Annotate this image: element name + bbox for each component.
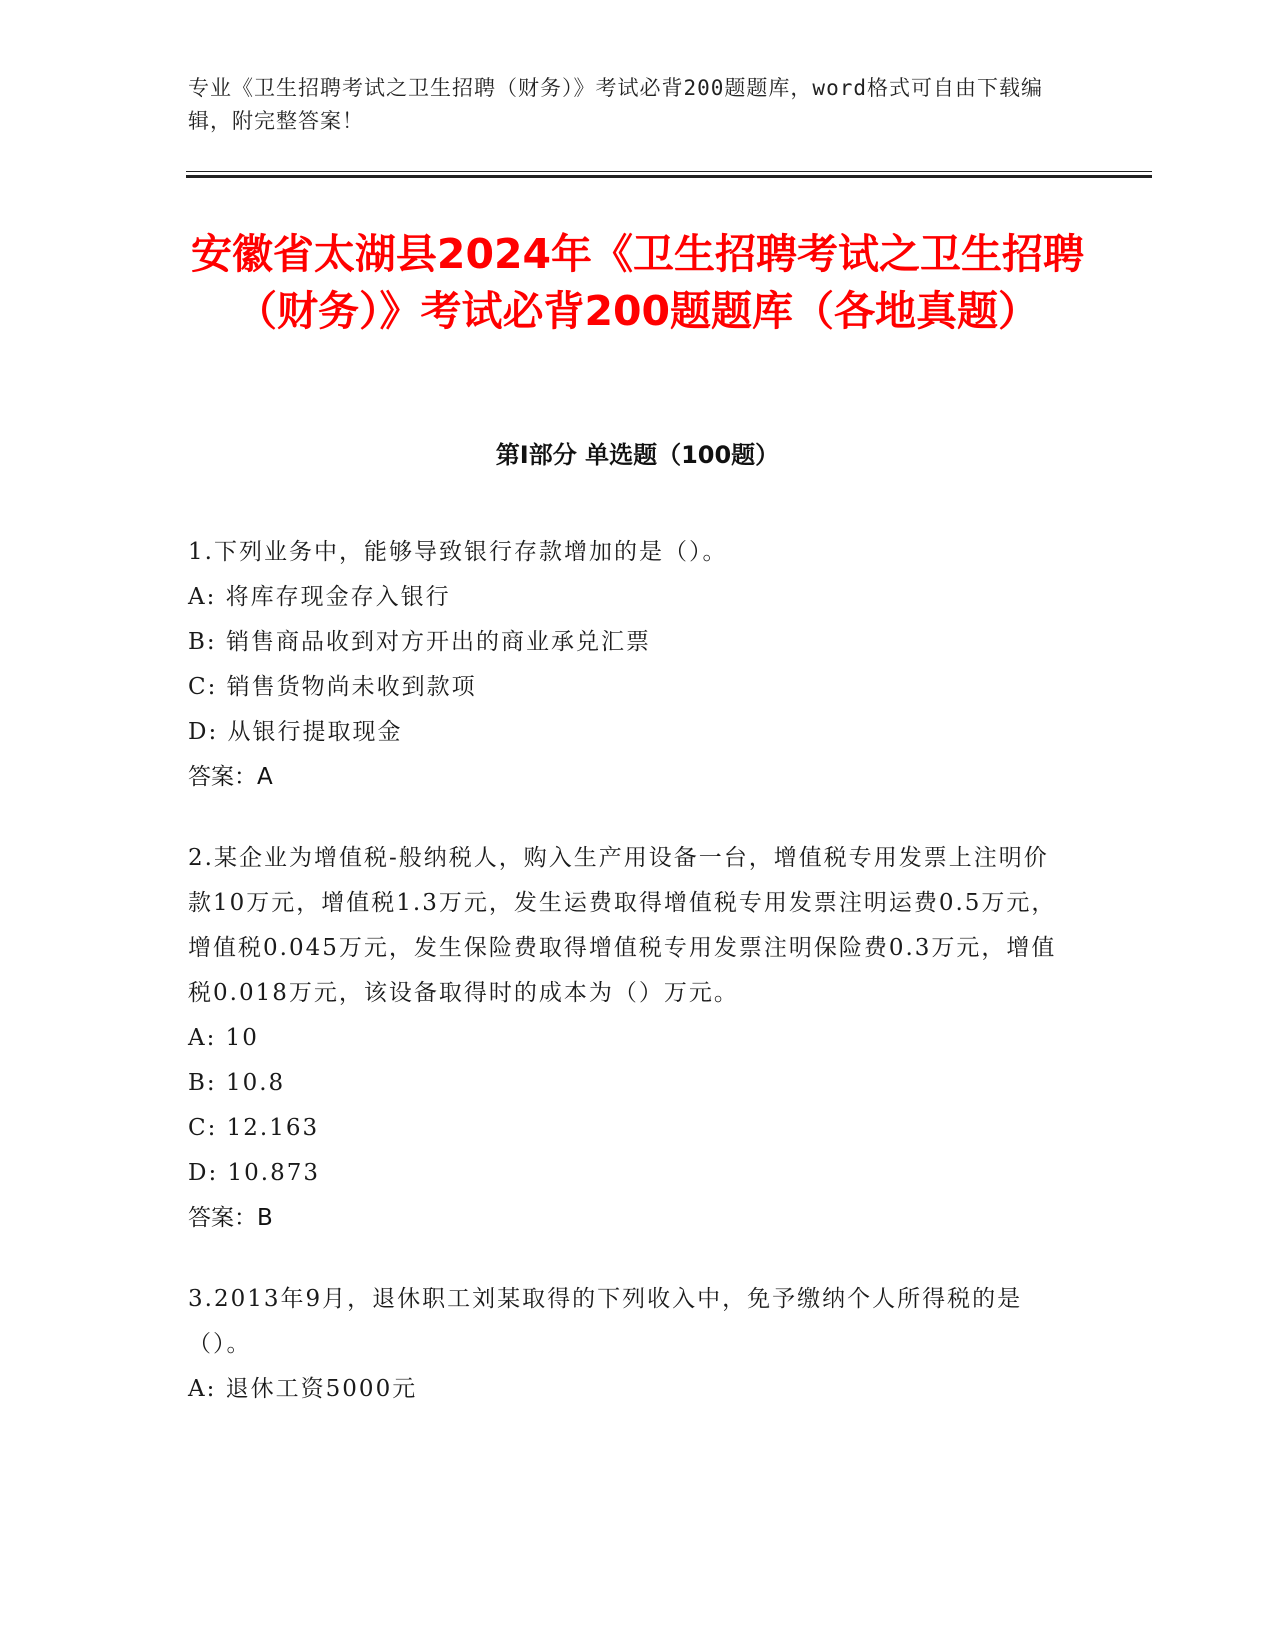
option-a: A: 将库存现金存入银行 [188, 584, 451, 610]
question-stem: 1.下列业务中，能够导致银行存款增加的是（）。 [188, 539, 728, 565]
section-title: 第Ⅰ部分 单选题（100题） [495, 441, 780, 469]
question-stem: 2.某企业为增值税-般纳税人，购入生产用设备一台，增值税专用发票上注明价款10万元，增值税1.3万元，发生运费取得增值税专用发票注明运费0.5万元，增值税0.045万元，发生保险费取得增值税专用发票注明保险费0.3万元，增值税0.018万元，该设备取得时的成本为（）万元。 [188, 845, 1057, 1006]
question-list [188, 530, 1068, 1448]
header-note: 专业《卫生招聘考试之卫生招聘（财务）》考试必背200题题库，word格式可自由下载编辑，附完整答案！ [188, 76, 1043, 133]
option-c: C: 12.163 [188, 1115, 320, 1141]
question-3 [188, 1277, 1068, 1412]
option-d: D: 10.873 [188, 1160, 320, 1186]
header-divider-thin [186, 171, 1152, 172]
option-a: A: 10 [188, 1025, 259, 1051]
answer: 答案：A [188, 764, 273, 790]
question-stem: 3.2013年9月，退休职工刘某取得的下列收入中，免予缴纳个人所得税的是（）。 [188, 1286, 1023, 1357]
question-1 [188, 530, 1068, 800]
option-d: D: 从银行提取现金 [188, 719, 403, 745]
header-divider-thick [186, 175, 1152, 178]
option-b: B: 销售商品收到对方开出的商业承兑汇票 [188, 629, 651, 655]
option-a: A: 退休工资5000元 [188, 1376, 418, 1402]
document-title: 安徽省太湖县2024年《卫生招聘考试之卫生招聘（财务）》考试必背200题题库（各地真题） [190, 230, 1085, 335]
option-b: B: 10.8 [188, 1070, 286, 1096]
question-2 [188, 836, 1068, 1241]
answer: 答案：B [188, 1205, 273, 1231]
option-c: C: 销售货物尚未收到款项 [188, 674, 477, 700]
